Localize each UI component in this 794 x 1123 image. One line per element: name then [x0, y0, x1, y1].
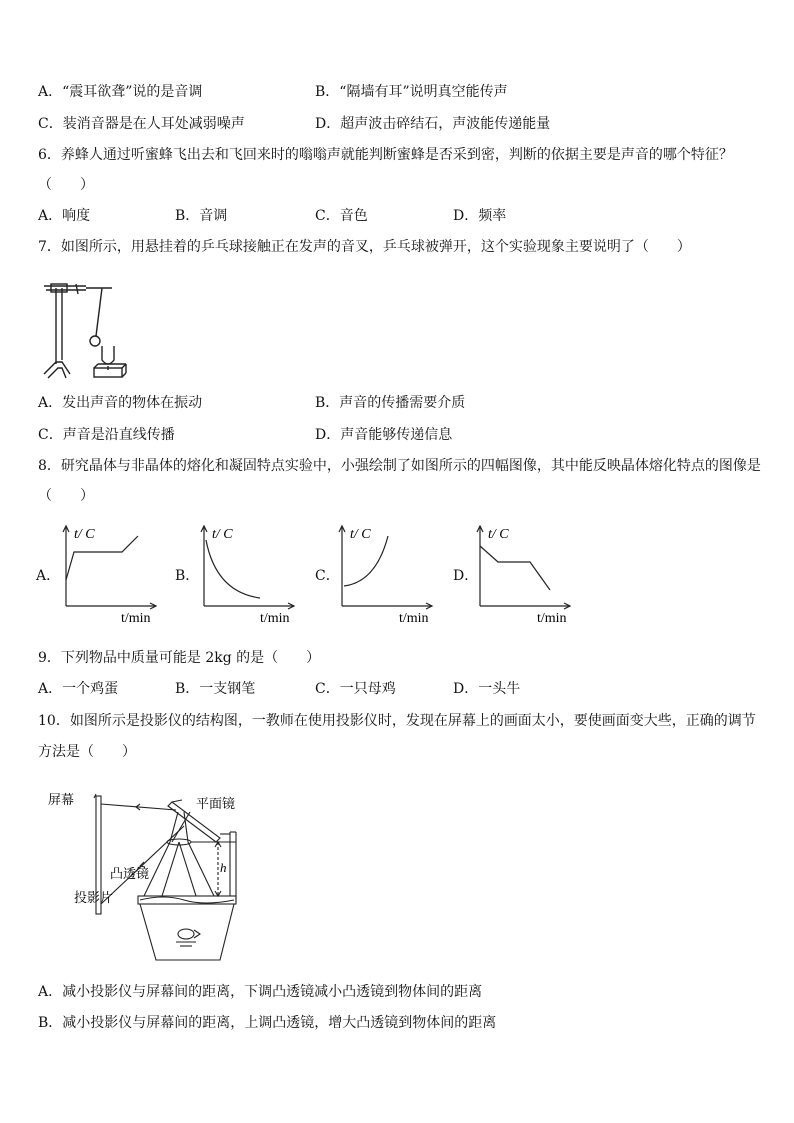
projector-figure	[44, 784, 254, 970]
q6-option-a[interactable]: A．响度	[38, 208, 91, 224]
label-mirror: 平面镜	[196, 796, 236, 811]
q7-option-b[interactable]: B．声音的传播需要介质	[315, 395, 466, 411]
q8-graph-a	[56, 518, 176, 628]
q8-graph-c-label[interactable]: C．	[315, 568, 340, 584]
q8-graph-b-y-label: t/ C	[212, 527, 233, 542]
q8-graph-a-y-label: t/ C	[74, 527, 95, 542]
q8-graph-b-label[interactable]: B．	[175, 568, 200, 584]
q8-graph-a-x-label: t/min	[121, 611, 151, 626]
q6-option-d[interactable]: D．频率	[453, 208, 507, 224]
q9-option-b[interactable]: B．一支钢笔	[175, 681, 256, 697]
q9-option-d[interactable]: D．一头牛	[453, 681, 521, 697]
q5-option-b[interactable]: B．“隔墙有耳”说明真空能传声	[315, 84, 508, 100]
q10-option-a[interactable]: A．减小投影仪与屏幕间的距离，下调凸透镜减小凸透镜到物体间的距离	[38, 984, 483, 1000]
q5-option-d[interactable]: D．超声波击碎结石，声波能传递能量	[315, 116, 551, 132]
q6-blank: （ ）	[38, 177, 94, 193]
q8-graph-c	[332, 518, 452, 628]
label-lens: 凸透镜	[110, 866, 150, 881]
label-h: h	[220, 860, 227, 875]
label-screen: 屏幕	[48, 792, 75, 807]
q8-graph-b	[194, 518, 314, 628]
q7-option-a[interactable]: A．发出声音的物体在振动	[38, 395, 203, 411]
q6-option-c[interactable]: C．音色	[315, 208, 368, 224]
q8-graph-c-x-label: t/min	[399, 611, 429, 626]
q8-graph-b-x-label: t/min	[260, 611, 290, 626]
q9-option-c[interactable]: C．一只母鸡	[315, 681, 396, 697]
q5-option-a[interactable]: A．“震耳欲聋”说的是音调	[38, 84, 203, 100]
q8-blank: （ ）	[38, 488, 94, 504]
q10-stem-line2: 方法是（ ）	[38, 744, 136, 760]
q10-option-b[interactable]: B．减小投影仪与屏幕间的距离，上调凸透镜，增大凸透镜到物体间的距离	[38, 1015, 497, 1031]
q7-option-c[interactable]: C．声音是沿直线传播	[38, 427, 175, 443]
q6-stem: 6．养蜂人通过听蜜蜂飞出去和飞回来时的嗡嗡声就能判断蜜蜂是否采到密，判断的依据主要是声音的哪个特征？	[38, 147, 733, 163]
q8-stem: 8．研究晶体与非晶体的熔化和凝固特点实验中，小强绘制了如图所示的四幅图像，其中能反映晶体熔化特点的图像是	[38, 458, 761, 474]
q10-stem-line1: 10．如图所示是投影仪的结构图，一教师在使用投影仪时，发现在屏幕上的画面太小，要使画面变大些，正确的调节	[38, 713, 756, 729]
q9-option-a[interactable]: A．一个鸡蛋	[38, 681, 119, 697]
q8-graph-d	[470, 518, 590, 628]
q7-option-d[interactable]: D．声音能够传递信息	[315, 427, 453, 443]
q9-stem: 9．下列物品中质量可能是 2kg 的是（ ）	[38, 650, 321, 666]
q8-graph-c-y-label: t/ C	[350, 527, 371, 542]
q8-graph-d-x-label: t/min	[537, 611, 567, 626]
label-slide: 投影片	[74, 890, 114, 905]
q6-option-b[interactable]: B．音调	[175, 208, 228, 224]
tuning-fork-figure	[36, 272, 146, 384]
q7-stem: 7．如图所示，用悬挂着的乒乓球接触正在发声的音叉，乒乓球被弹开，这个实验现象主要说明了（ ）	[38, 239, 691, 255]
q8-graph-d-label[interactable]: D．	[453, 568, 479, 584]
q8-graph-a-label[interactable]: A．	[36, 568, 61, 584]
q5-option-c[interactable]: C．装消音器是在人耳处减弱噪声	[38, 116, 245, 132]
q8-graph-d-y-label: t/ C	[488, 527, 509, 542]
